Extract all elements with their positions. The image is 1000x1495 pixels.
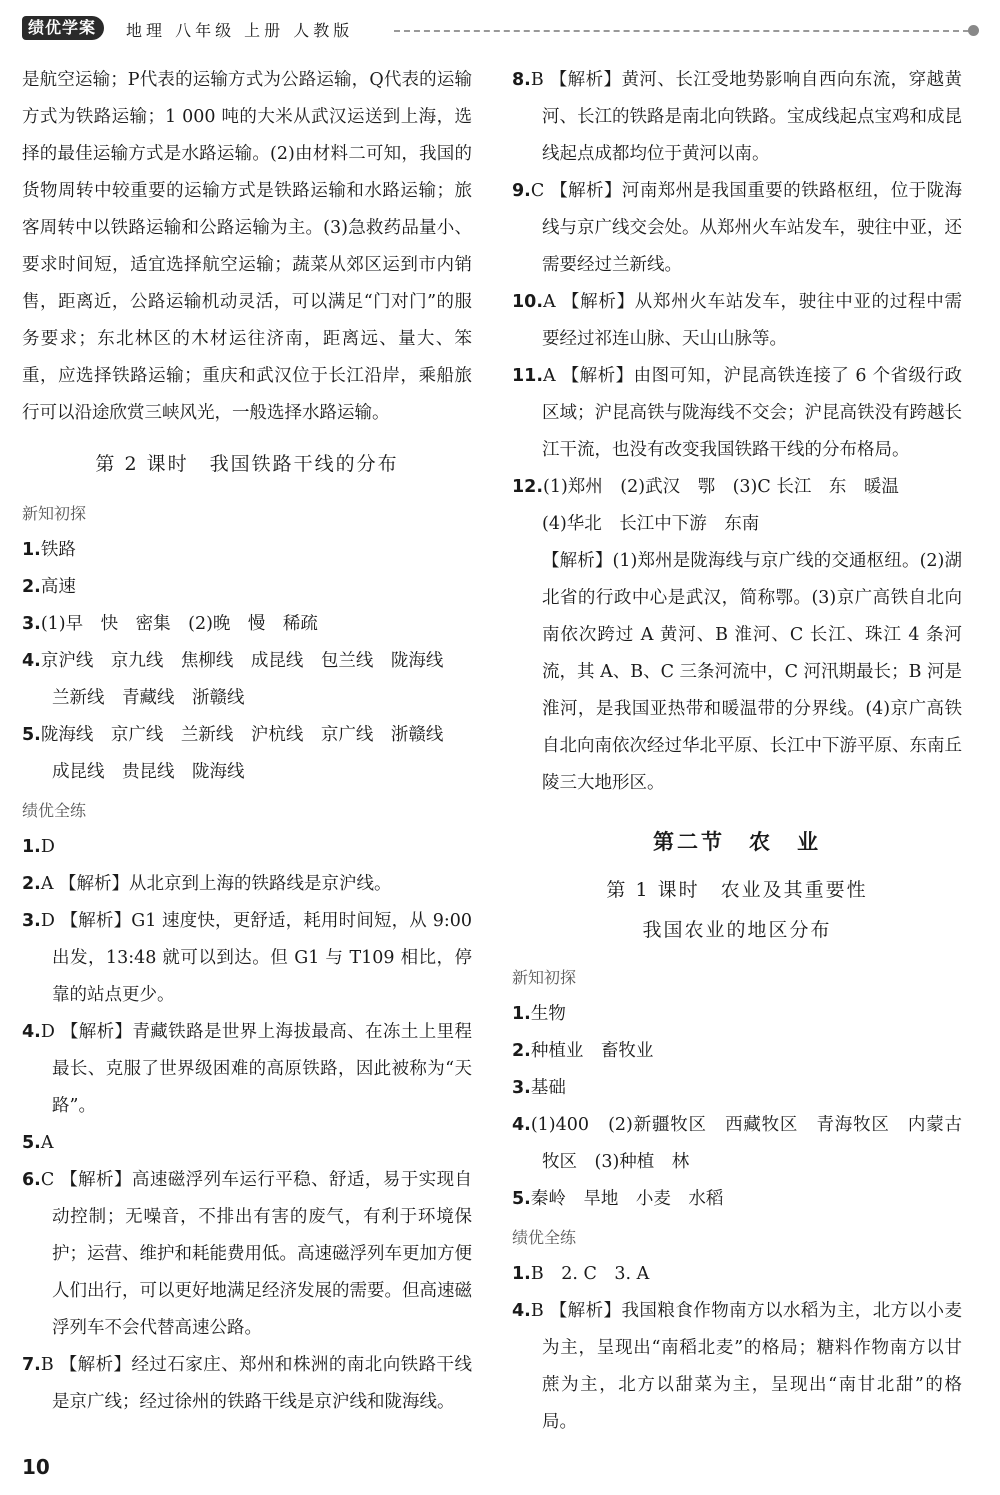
answer-item: 4.(1)400 (2)新疆牧区 西藏牧区 青海牧区 内蒙古牧区 (3)种植 林 <box>512 1115 962 1172</box>
brand-badge: 绩优学案 <box>22 16 104 40</box>
section-tag-new: 新知初探 <box>512 968 577 987</box>
continued-analysis: 是航空运输；P代表的运输方式为公路运输，Q代表的运输方式为铁路运输；1 000 吨的大米从武汉运送到上海，选择的最佳运输方式是水路运输。(2)由材料二可知，我国的货物周转中较重要的运输方式是铁路运输和水路运输；旅客周转中以铁路运输和公路运输为主。(3)急救药品量小、要求时间短，适宜选择航空运输；蔬菜从郊区运到市内销售，距离近，公路运输机动灵活，可以满足“门对门”的服务要求；东北林区的木材运往济南，距离远、量大、笨重，应选择铁路运输；重庆和武汉位于长江沿岸，乘船旅行可以沿途欣赏三峡风光，一般选择水路运输。 <box>22 70 472 423</box>
lesson-title: 第 2 课时 我国铁路干线的分布 <box>95 453 399 475</box>
right-column <box>512 62 962 1441</box>
answer-item: 5.陇海线 京广线 兰新线 沪杭线 京广线 浙赣线 <box>22 725 444 745</box>
answer-item: 5.A <box>22 1133 54 1153</box>
answer-item: 11.A 【解析】由图可知，沪昆高铁连接了 6 个省级行政区域；沪昆高铁与陇海线不交会；沪昆高铁没有跨越长江干流，也没有改变我国铁路干线的分布格局。 <box>512 366 962 460</box>
answer-item: 1.D <box>22 837 55 857</box>
lesson-subtitle: 我国农业的地区分布 <box>642 919 832 941</box>
answer-item: 5.秦岭 旱地 小麦 水稻 <box>512 1189 724 1209</box>
answer-item: 4.京沪线 京九线 焦柳线 成昆线 包兰线 陇海线 <box>22 651 444 671</box>
section-tag-practice: 绩优全练 <box>22 801 87 820</box>
page-number: 10 <box>22 1455 50 1479</box>
answer-item: 1.铁路 <box>22 540 76 560</box>
left-column <box>22 62 472 1421</box>
answer-item: 2.高速 <box>22 577 76 597</box>
answer-item: 2.种植业 畜牧业 <box>512 1041 654 1061</box>
answer-item: 3.基础 <box>512 1078 566 1098</box>
answer-item: 12.(1)郑州 (2)武汉 鄂 (3)C 长江 东 暖温 <box>512 477 899 497</box>
answer-item: 4.B 【解析】我国粮食作物南方以水稻为主，北方以小麦为主，呈现出“南稻北麦”的格局；糖料作物南方以甘蔗为主，北方以甜菜为主，呈现出“南甘北甜”的格局。 <box>512 1301 962 1432</box>
header-dot-icon <box>968 25 979 36</box>
answer-item: 8.B 【解析】黄河、长江受地势影响自西向东流，穿越黄河、长江的铁路是南北向铁路。宝成线起点宝鸡和成昆线起点成都均位于黄河以南。 <box>512 70 962 164</box>
answer-item-cont: 成昆线 贵昆线 陇海线 <box>52 762 245 782</box>
section-tag-practice: 绩优全练 <box>512 1228 577 1247</box>
answer-item: 9.C 【解析】河南郑州是我国重要的铁路枢纽，位于陇海线与京广线交会处。从郑州火车站发车，驶往中亚，还需要经过兰新线。 <box>512 181 962 275</box>
answer-item: 4.D 【解析】青藏铁路是世界上海拔最高、在冻土上里程最长、克服了世界级困难的高原铁路，因此被称为“天路”。 <box>22 1022 472 1116</box>
answer-item: 7.B 【解析】经过石家庄、郑州和株洲的南北向铁路干线是京广线；经过徐州的铁路干线是京沪线和陇海线。 <box>22 1355 472 1412</box>
subject-label: 地理 八年级 上册 人教版 <box>126 21 354 40</box>
header-divider <box>394 30 969 32</box>
section-tag-new: 新知初探 <box>22 504 87 523</box>
answer-item: 10.A 【解析】从郑州火车站发车，驶往中亚的过程中需要经过祁连山脉、天山山脉等。 <box>512 292 962 349</box>
answer-item: 6.C 【解析】高速磁浮列车运行平稳、舒适，易于实现自动控制；无噪音，不排出有害的废气，有利于环境保护；运营、维护和耗能费用低。高速磁浮列车更加方便人们出行，可以更好地满足经济发展的需要。但高速磁浮列车不会代替高速公路。 <box>22 1170 472 1338</box>
section-title: 第二节 农 业 <box>653 830 821 854</box>
answer-item: 1.生物 <box>512 1004 566 1024</box>
answer-item: 3.(1)早 快 密集 (2)晚 慢 稀疏 <box>22 614 318 634</box>
answer-analysis: 【解析】(1)郑州是陇海线与京广线的交通枢纽。(2)湖北省的行政中心是武汉，简称鄂。(3)京广高铁自北向南依次跨过 A 黄河、B 淮河、C 长江、珠江 4 条河流，其 A、B、C 三条河流中，C 河汛期最长；B 河是淮河，是我国亚热带和暖温带的分界线。(4)京广高铁自北向南依次经过华北平原、长江中下游平原、东南丘陵三大地形区。 <box>542 551 962 793</box>
answer-item: 1.B 2. C 3. A <box>512 1264 650 1284</box>
answer-item-cont: 兰新线 青藏线 浙赣线 <box>52 688 245 708</box>
lesson-title: 第 1 课时 农业及其重要性 <box>606 879 868 901</box>
answer-item-cont: (4)华北 长江中下游 东南 <box>542 514 760 534</box>
answer-item: 2.A 【解析】从北京到上海的铁路线是京沪线。 <box>22 874 392 894</box>
page-header <box>22 14 977 44</box>
answer-item: 3.D 【解析】G1 速度快，更舒适，耗用时间短，从 9:00 出发，13:48 就可以到达。但 G1 与 T109 相比，停靠的站点更少。 <box>22 911 472 1005</box>
